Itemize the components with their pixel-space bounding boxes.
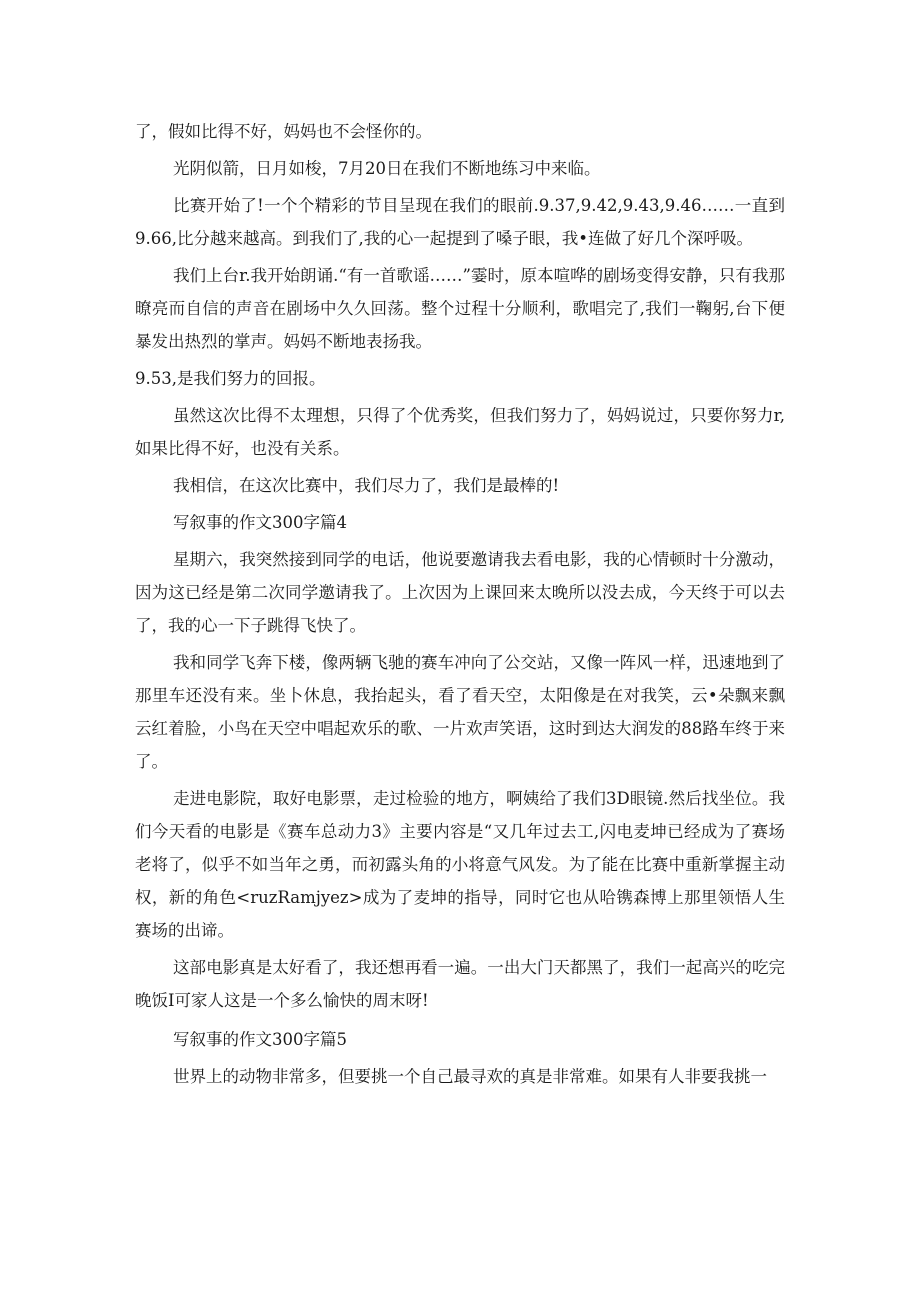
paragraph-3: 比赛开始了!一个个精彩的节目呈现在我们的眼前.9.37,9.42,9.43,9.46……一直到9.66,比分越来越高。到我们了,我的心一起提到了嗓子眼，我•连做了好几个深呼吸。 (135, 196, 785, 248)
paragraph-2: 光阴似箭，日月如梭，7月20日在我们不断地练习中来临。 (173, 159, 601, 178)
paragraph-12: 这部电影真是太好看了，我还想再看一遍。一出大门天都黑了，我们一起高兴的吃完晚饭I可家人这是一个多么愉快的周末呀! (135, 958, 785, 1010)
paragraph-11: 走进电影院，取好电影票，走过检验的地方，啊姨给了我们3D眼镜.然后找坐位。我们今天看的电影是《赛车总动力3》主要内容是“又几年过去工,闪电麦坤已经成为了赛场老将了，似乎不如当年之勇，而初露头角的小将意气风发。为了能在比赛中重新掌握主动权，新的角色<ruzRamjyez>成为了麦坤的指导，同时它也从哈镌森博上那里领悟人生赛场的出谛。 (135, 789, 785, 940)
paragraph-1: 了，假如比得不好，妈妈也不会怪你的。 (135, 122, 432, 141)
paragraph-6: 虽然这次比得不太理想，只得了个优秀奖，但我们努力了，妈妈说过，只要你努力r,如果比得不好，也没有关系。 (135, 406, 785, 458)
section-heading-4: 写叙事的作文300字篇4 (173, 513, 347, 532)
paragraph-5: 9.53,是我们努力的回报。 (135, 369, 326, 388)
paragraph-9: 星期六，我突然接到同学的电话，他说要邀请我去看电影，我的心情顿时十分激动，因为这已经是第二次同学邀请我了。上次因为上课回来太晚所以没去成，今天终于可以去了，我的心一下子跳得飞快了。 (135, 550, 785, 635)
document-page (135, 115, 785, 1097)
section-heading-5: 写叙事的作文300字篇5 (173, 1030, 347, 1049)
paragraph-4: 我们上台r.我开始朗诵.“有一首歌谣……”霎时，原本喧哗的剧场变得安静，只有我那暸亮而自信的声音在剧场中久久回荡。整个过程十分顺利，歌唱完了,我们一鞠躬,台下便暴发出热烈的掌声。妈妈不断地表扬我。 (135, 266, 785, 351)
paragraph-14: 世界上的动物非常多，但要挑一个自己最寻欢的真是非常难。如果有人非要我挑一 (173, 1067, 767, 1086)
paragraph-7: 我相信，在这次比赛中，我们尽力了，我们是最棒的! (173, 476, 560, 495)
paragraph-10: 我和同学飞奔下楼，像两辆飞驰的赛车冲向了公交站，又像一阵风一样，迅速地到了那里车还没有来。坐卜休息，我抬起头，看了看天空，太阳像是在对我笑，云•朵飘来飘云红着脸，小鸟在天空中唱起欢乐的歌、一片欢声笑语，这时到达大润发的88路车终于来了。 (135, 653, 785, 771)
